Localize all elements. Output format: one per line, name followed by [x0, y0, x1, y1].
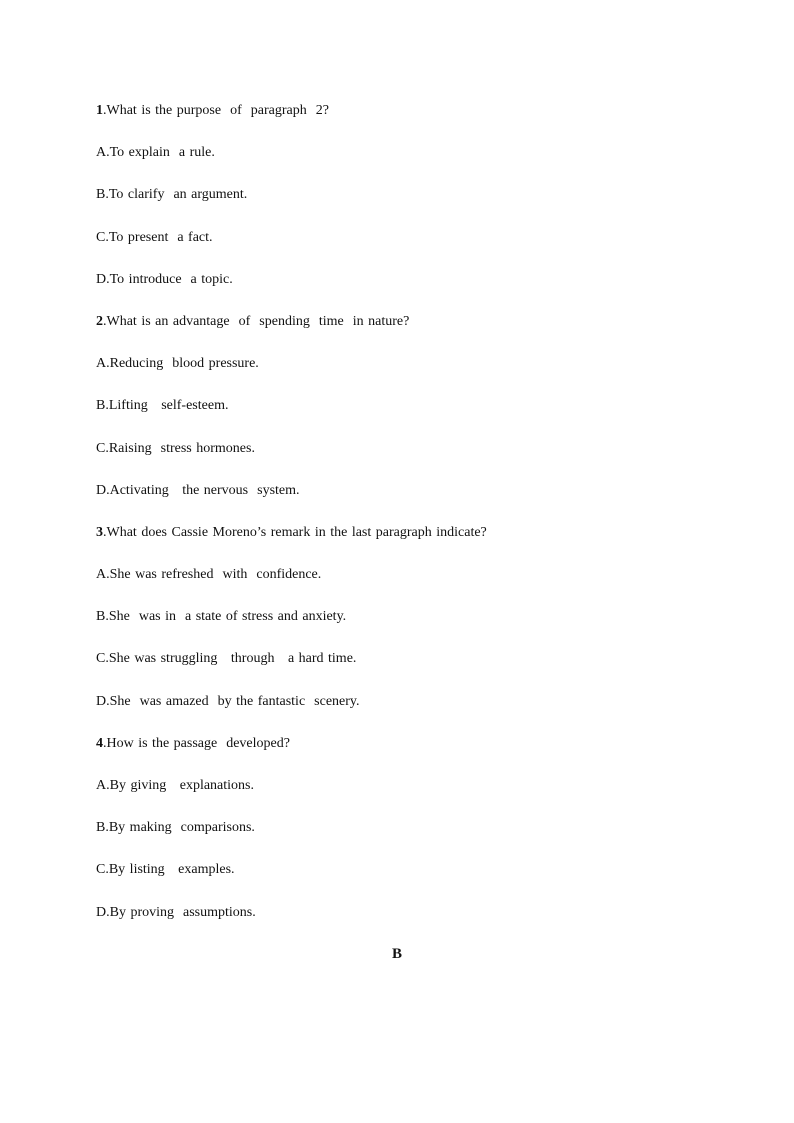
question-2-option-d: D.Activating the nervous system.	[96, 482, 300, 498]
question-4-stem	[96, 733, 716, 755]
question-1-option-c: C.To present a fact.	[96, 229, 213, 245]
question-1-option-b: B.To clarify an argument.	[96, 187, 248, 203]
question-1-option-d: D.To introduce a topic.	[96, 271, 233, 287]
question-4-option-c: C.By listing examples.	[96, 862, 235, 878]
question-3-option-d: D.She was amazed by the fantastic scenery.	[96, 693, 360, 709]
question-3-text: .What does Cassie Moreno’s remark in the last paragraph indicate?	[103, 524, 487, 540]
question-4-number: 4	[96, 735, 103, 751]
question-2-option-a: A.Reducing blood pressure.	[96, 356, 259, 372]
question-3-number: 3	[96, 524, 103, 540]
question-2-number: 2	[96, 313, 103, 329]
question-4-option-a: A.By giving explanations.	[96, 778, 254, 793]
question-1-text: .What is the purpose of paragraph 2?	[103, 103, 329, 118]
question-list	[96, 100, 716, 944]
question-2-option-b: B.Lifting self-esteem.	[96, 398, 229, 414]
question-3-option-b: B.She was in a state of stress and anxiety.	[96, 609, 347, 625]
question-1-option-a: A.To explain a rule.	[96, 145, 215, 161]
question-1-number: 1	[96, 103, 103, 118]
question-2-option-c: C.Raising stress hormones.	[96, 440, 255, 456]
question-3-option-c: C.She was struggling through a hard time.	[96, 651, 357, 667]
question-3-option-a: A.She was refreshed with confidence.	[96, 567, 322, 583]
question-3-stem	[96, 522, 716, 544]
question-4-option-d: D.By proving assumptions.	[96, 904, 256, 920]
question-4-option-b: B.By making comparisons.	[96, 820, 255, 836]
question-1-stem	[96, 100, 716, 122]
question-2-stem	[96, 311, 716, 333]
section-label: B	[391, 946, 402, 962]
question-2-text: .What is an advantage of spending time in nature?	[103, 313, 410, 329]
question-4-text: .How is the passage developed?	[103, 735, 290, 751]
